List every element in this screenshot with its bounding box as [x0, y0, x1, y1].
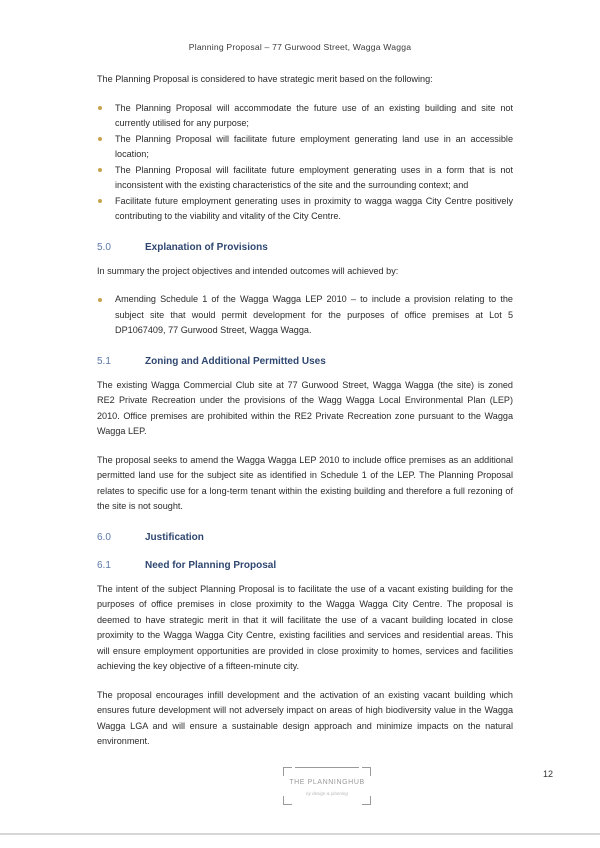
section-paragraph: The proposal seeks to amend the Wagga Wagga LEP 2010 to include office premises as an additional permitted land use for the subject site as identified in Schedule 1 of the LEP. The Planning Proposal relates to specific use for a long-term tenant within the existing building and therefore a full rezoning of the site is not sought. [97, 454, 513, 511]
logo-corner-icon [283, 767, 292, 776]
intro-paragraph: The Planning Proposal is considered to have strategic merit based on the following: [97, 74, 433, 84]
list-item: The Planning Proposal will facilitate future employment generating uses in a form that is not inconsistent with the existing characteristics of the site and the surrounding context; and [97, 163, 513, 194]
section-heading-6-0 [97, 532, 513, 543]
bullet-dot-icon [98, 137, 102, 141]
bullet-dot-icon [98, 199, 102, 203]
section-heading-5-0 [97, 242, 513, 253]
list-item: The Planning Proposal will facilitate future employment generating land use in an accessible location; [97, 132, 513, 163]
section-number: 5.0 [97, 241, 111, 253]
running-header: Planning Proposal – 77 Gurwood Street, Wagga Wagga [188, 42, 412, 52]
section-number: 6.0 [97, 531, 111, 543]
merit-bullet-list [97, 101, 513, 225]
section-number: 5.1 [97, 355, 111, 367]
bottom-rule [0, 833, 600, 835]
provisions-bullet-list [97, 292, 513, 339]
list-item: Facilitate future employment generating uses in proximity to wagga wagga City Centre positively contributing to the viability and vitality of the City Centre. [97, 194, 513, 225]
section-paragraph: The existing Wagga Commercial Club site at 77 Gurwood Street, Wagga Wagga (the site) is zoned RE2 Private Recreation under the provisions of the Wagg Wagga Local Environmental Plan (LEP) 2010. Office premises are prohibited within the RE2 Private Recreation zone pursuant to the Wagga Wagga LEP. [97, 379, 513, 436]
section-paragraph: The proposal encourages infill development and the activation of an existing vacant building which ensures future development will not adversely impact on areas of high biodiversity value in the Wagga Wagga LGA and will ensure a sustainable design approach and minimize impacts on the natural environment. [97, 689, 513, 746]
section-title: Need for Planning Proposal [145, 559, 277, 571]
page-content [97, 72, 513, 750]
section-paragraph: In summary the project objectives and intended outcomes will achieved by: [97, 265, 399, 276]
section-number: 6.1 [97, 559, 111, 571]
logo-corner-icon [362, 767, 371, 776]
bullet-dot-icon [98, 168, 102, 172]
list-item: Amending Schedule 1 of the Wagga Wagga LEP 2010 – to include a provision relating to the subject site that would permit development for the purposes of office premises at Lot 5 DP1067409, 77 Gurwood Street, Wagga Wagga. [97, 292, 513, 339]
section-heading-6-1 [97, 560, 513, 571]
bullet-dot-icon [98, 298, 102, 302]
logo-tagline: by design & planning [306, 791, 348, 796]
section-title: Justification [145, 531, 204, 543]
logo-rule [295, 767, 359, 768]
bullet-dot-icon [98, 106, 102, 110]
planninghub-logo [283, 767, 371, 805]
section-paragraph: The intent of the subject Planning Proposal is to facilitate the use of a vacant existing building for the purposes of office premises in close proximity to the Wagga Wagga City Centre. The proposal is deemed to have strategic merit in that it will facilitate the use of a vacant building located in close proximity to the Wagga Wagga City Centre, existing facilities and services and residential areas. This will ensure employment opportunities are provided in close proximity to homes, services and facilities achieving the key objective of a fifteen-minute city. [97, 583, 513, 671]
logo-corner-icon [362, 796, 371, 805]
section-title: Explanation of Provisions [145, 241, 268, 253]
section-title: Zoning and Additional Permitted Uses [145, 355, 326, 367]
section-heading-5-1 [97, 356, 513, 367]
page-number: 12 [543, 769, 554, 779]
logo-text: THE PLANNINGHUB [289, 779, 365, 786]
logo-corner-icon [283, 796, 292, 805]
list-item: The Planning Proposal will accommodate the future use of an existing building and site not currently utilised for any purpose; [97, 101, 513, 132]
